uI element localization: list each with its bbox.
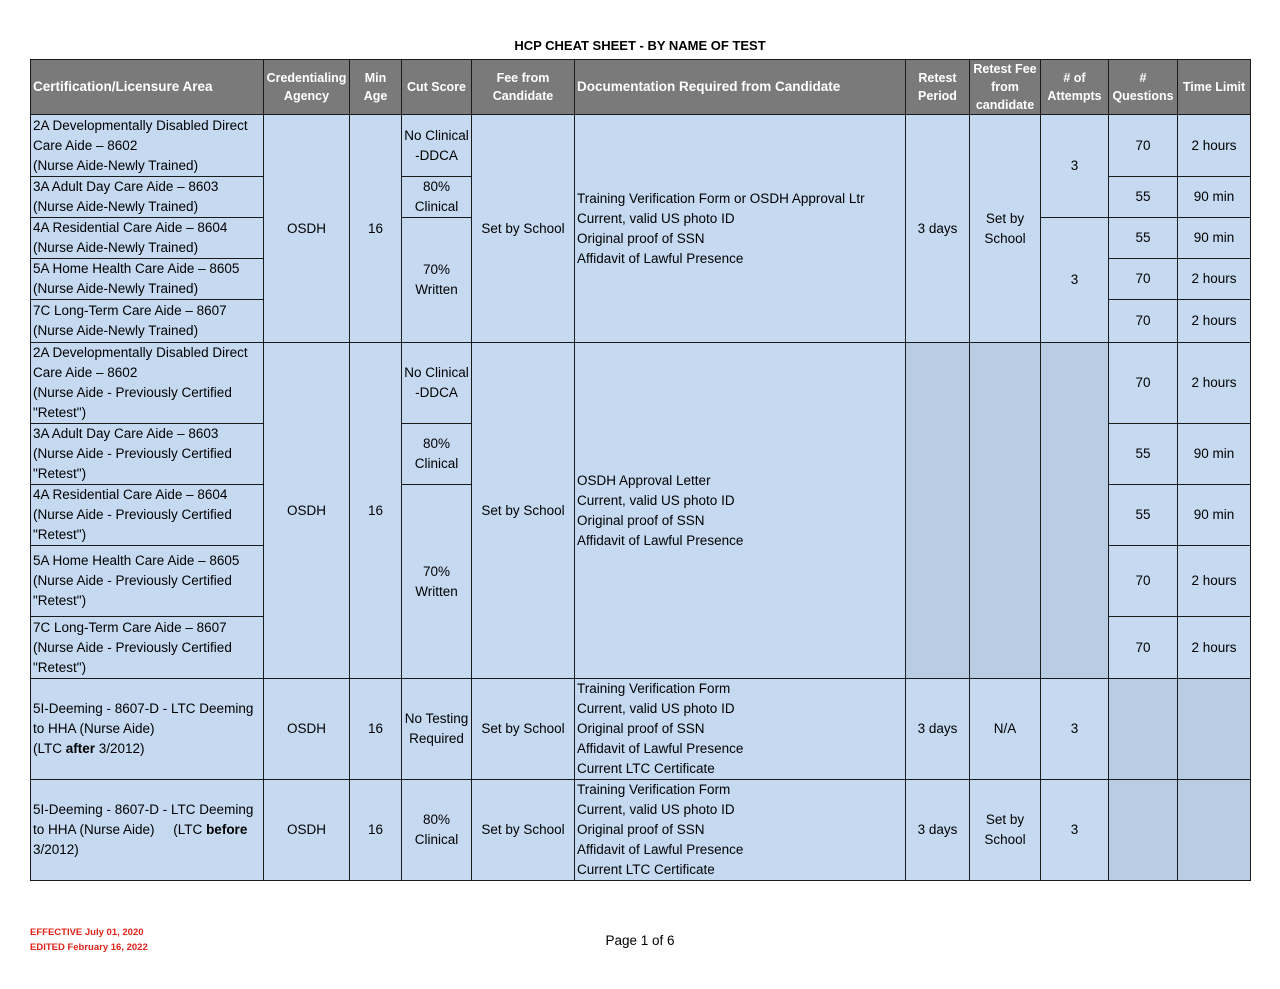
time-limit-cell (1178, 679, 1251, 780)
header-row (31, 60, 1251, 115)
header-questions: # Questions (1109, 60, 1178, 115)
area-cell: 5A Home Health Care Aide – 8605 (Nurse Aide-Newly Trained) (31, 259, 264, 300)
fee-cell: Set by School (472, 679, 575, 780)
header-agency: Credentialing Agency (264, 60, 350, 115)
area-cell: 7C Long-Term Care Aide – 8607 (Nurse Aide-Newly Trained) (31, 300, 264, 343)
header-retest-fee: Retest Fee from candidate (970, 60, 1041, 115)
area-cell: 2A Developmentally Disabled Direct Care Aide – 8602 (Nurse Aide-Newly Trained) (31, 115, 264, 177)
area-cell: 4A Residential Care Aide – 8604 (Nurse Aide - Previously Certified "Retest") (31, 485, 264, 546)
retest-fee-cell (970, 343, 1041, 679)
area-cell: 5I-Deeming - 8607-D - LTC Deeming to HHA (Nurse Aide) (LTC before 3/2012) (31, 780, 264, 881)
time-limit-cell: 90 min (1178, 177, 1251, 218)
header-area: Certification/Licensure Area (31, 60, 264, 115)
cut-score-cell: 80% Clinical (402, 780, 472, 881)
attempts-cell (1041, 343, 1109, 679)
area-cell: 4A Residential Care Aide – 8604 (Nurse Aide-Newly Trained) (31, 218, 264, 259)
edited-date: EDITED February 16, 2022 (30, 942, 148, 953)
header-attempts: # of Attempts (1041, 60, 1109, 115)
retest-period-cell (906, 343, 970, 679)
retest-fee-cell: N/A (970, 679, 1041, 780)
questions-cell (1109, 780, 1178, 881)
docs-cell: Training Verification Form Current, valid US photo ID Original proof of SSN Affidavit of Lawful Presence Current LTC Certificate (575, 780, 906, 881)
agency-cell: OSDH (264, 679, 350, 780)
min-age-cell: 16 (350, 780, 402, 881)
table-row (31, 780, 1251, 881)
questions-cell: 70 (1109, 115, 1178, 177)
docs-cell: Training Verification Form Current, valid US photo ID Original proof of SSN Affidavit of Lawful Presence Current LTC Certificate (575, 679, 906, 780)
area-cell: 3A Adult Day Care Aide – 8603 (Nurse Aide - Previously Certified "Retest") (31, 424, 264, 485)
area-cell: 3A Adult Day Care Aide – 8603 (Nurse Aide-Newly Trained) (31, 177, 264, 218)
docs-cell: Training Verification Form or OSDH Approval Ltr Current, valid US photo ID Original proof of SSN Affidavit of Lawful Presence (575, 115, 906, 343)
page-number: Page 1 of 6 (605, 933, 675, 948)
cut-score-cell: 70% Written (402, 485, 472, 679)
questions-cell (1109, 679, 1178, 780)
cut-score-cell: 80% Clinical (402, 177, 472, 218)
questions-cell: 70 (1109, 300, 1178, 343)
table-row (31, 343, 1251, 424)
area-cell: 7C Long-Term Care Aide – 8607 (Nurse Aide - Previously Certified "Retest") (31, 617, 264, 679)
cut-score-cell: No Clinical -DDCA (402, 343, 472, 424)
area-cell: 5A Home Health Care Aide – 8605 (Nurse Aide - Previously Certified "Retest") (31, 546, 264, 617)
page-title: HCP CHEAT SHEET - BY NAME OF TEST (514, 38, 766, 53)
cut-score-cell: No Clinical -DDCA (402, 115, 472, 177)
attempts-cell: 3 (1041, 218, 1109, 343)
min-age-cell: 16 (350, 115, 402, 343)
time-limit-cell: 90 min (1178, 485, 1251, 546)
fee-cell: Set by School (472, 343, 575, 679)
time-limit-cell: 2 hours (1178, 259, 1251, 300)
header-cut-score: Cut Score (402, 60, 472, 115)
questions-cell: 55 (1109, 424, 1178, 485)
agency-cell: OSDH (264, 780, 350, 881)
time-limit-cell: 90 min (1178, 424, 1251, 485)
table-row (31, 115, 1251, 177)
time-limit-cell: 2 hours (1178, 343, 1251, 424)
retest-period-cell: 3 days (906, 780, 970, 881)
time-limit-cell: 2 hours (1178, 546, 1251, 617)
questions-cell: 55 (1109, 218, 1178, 259)
retest-fee-cell: Set by School (970, 115, 1041, 343)
questions-cell: 55 (1109, 177, 1178, 218)
questions-cell: 70 (1109, 546, 1178, 617)
retest-period-cell: 3 days (906, 115, 970, 343)
area-cell: 5I-Deeming - 8607-D - LTC Deeming to HHA (Nurse Aide) (LTC after 3/2012) (31, 679, 264, 780)
agency-cell: OSDH (264, 343, 350, 679)
header-retest-period: Retest Period (906, 60, 970, 115)
header-docs: Documentation Required from Candidate (575, 60, 906, 115)
effective-date: EFFECTIVE July 01, 2020 (30, 927, 144, 938)
attempts-cell: 3 (1041, 115, 1109, 218)
agency-cell: OSDH (264, 115, 350, 343)
min-age-cell: 16 (350, 679, 402, 780)
time-limit-cell (1178, 780, 1251, 881)
header-time-limit: Time Limit (1178, 60, 1251, 115)
cut-score-cell: 70% Written (402, 218, 472, 343)
retest-period-cell: 3 days (906, 679, 970, 780)
time-limit-cell: 2 hours (1178, 115, 1251, 177)
questions-cell: 70 (1109, 617, 1178, 679)
questions-cell: 70 (1109, 343, 1178, 424)
attempts-cell: 3 (1041, 679, 1109, 780)
attempts-cell: 3 (1041, 780, 1109, 881)
docs-cell: OSDH Approval Letter Current, valid US photo ID Original proof of SSN Affidavit of Lawful Presence (575, 343, 906, 679)
retest-fee-cell: Set by School (970, 780, 1041, 881)
fee-cell: Set by School (472, 115, 575, 343)
hcp-table (30, 59, 1251, 881)
time-limit-cell: 2 hours (1178, 300, 1251, 343)
min-age-cell: 16 (350, 343, 402, 679)
questions-cell: 70 (1109, 259, 1178, 300)
cut-score-cell: 80% Clinical (402, 424, 472, 485)
fee-cell: Set by School (472, 780, 575, 881)
table-row (31, 679, 1251, 780)
questions-cell: 55 (1109, 485, 1178, 546)
header-fee: Fee from Candidate (472, 60, 575, 115)
time-limit-cell: 2 hours (1178, 617, 1251, 679)
time-limit-cell: 90 min (1178, 218, 1251, 259)
area-cell: 2A Developmentally Disabled Direct Care Aide – 8602 (Nurse Aide - Previously Certified "Retest") (31, 343, 264, 424)
header-min-age: Min Age (350, 60, 402, 115)
cut-score-cell: No Testing Required (402, 679, 472, 780)
